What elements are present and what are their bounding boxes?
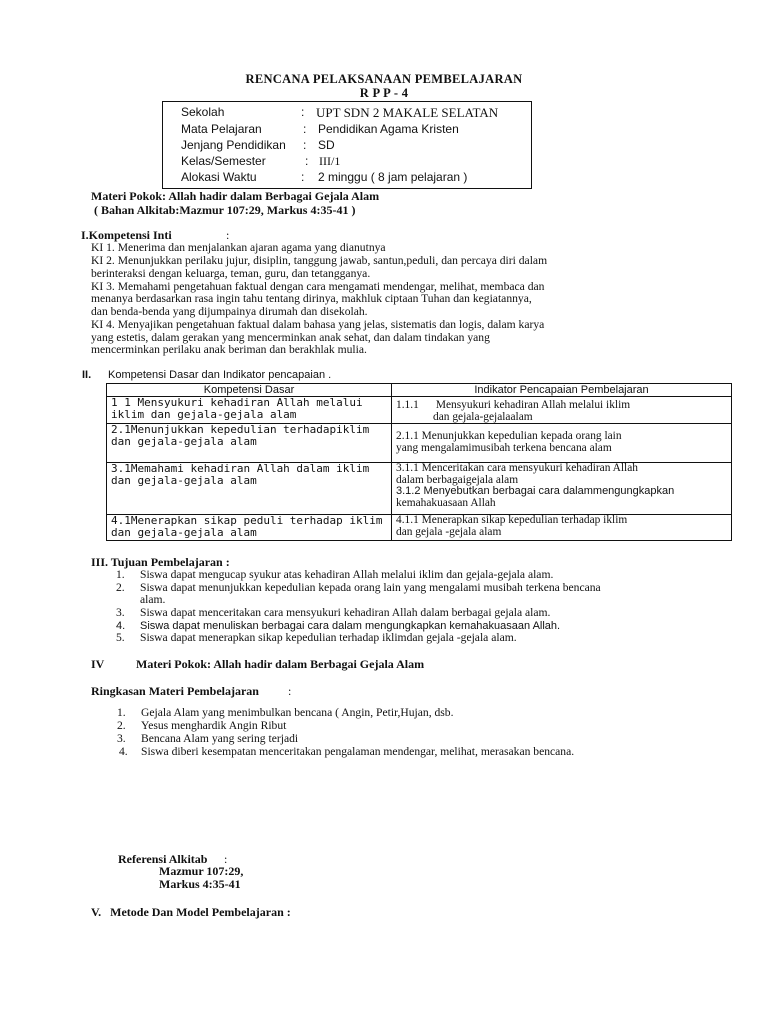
- document-subtitle: R P P - 4: [359, 86, 409, 100]
- table-row: [107, 397, 732, 424]
- indikator-line: dan gejala-gejalaalam: [396, 410, 533, 423]
- kd-number: II.: [82, 369, 92, 381]
- table-header-row: [107, 384, 732, 397]
- list-text: Siswa dapat menceritakan cara mensyukuri kehadiran Allah dalam berbagai gejala alam.: [140, 606, 551, 620]
- info-separator: :: [303, 122, 307, 136]
- metode-heading: V. Metode Dan Model Pembelajaran :: [91, 905, 291, 919]
- materi-iv-heading: Materi Pokok: Allah hadir dalam Berbagai Gejala Alam: [136, 657, 425, 671]
- list-number: 1.: [117, 706, 126, 719]
- referensi-colon: :: [224, 852, 228, 866]
- info-label: Kelas/Semester: [181, 154, 266, 168]
- indikator-line: kemahakuasaan Allah: [396, 496, 496, 509]
- info-separator: :: [301, 105, 305, 119]
- info-value: III/1: [319, 154, 341, 168]
- list-text: alam.: [140, 593, 166, 607]
- table-header-kd: Kompetensi Dasar: [107, 384, 392, 397]
- materi-pokok-bahan: ( Bahan Alkitab:Mazmur 107:29, Markus 4:35-41 ): [94, 203, 356, 217]
- list-number: 1.: [116, 568, 125, 581]
- table-row: [107, 463, 732, 515]
- list-text: Gejala Alam yang menimbulkan bencana ( Angin, Petir,Hujan, dsb.: [141, 706, 454, 719]
- indikator-line: 3.1.2 Menyebutkan berbagai cara dalammengungkapkan: [396, 485, 675, 497]
- info-label: Mata Pelajaran: [181, 122, 262, 136]
- kd-cell: 4.1Menerapkan sikap peduli terhadap iklim dan gejala-gejala alam: [107, 515, 392, 541]
- ki-line: KI 1. Menerima dan menjalankan ajaran agama yang dianutnya: [91, 241, 386, 254]
- kd-heading: Kompetensi Dasar dan Indikator pencapaian .: [108, 369, 332, 381]
- indikator-line: 1.1.1 Mensyukuri kehadiran Allah melalui iklim: [396, 399, 631, 411]
- info-label: Alokasi Waktu: [181, 170, 257, 184]
- kd-cell: 1 1 Mensyukuri kehadiran Allah melalui iklim dan gejala-gejala alam: [107, 397, 392, 424]
- list-text: Bencana Alam yang sering terjadi: [141, 732, 299, 745]
- indikator-line: 4.1.1 Menerapkan sikap kepedulian terhadap iklim: [396, 514, 628, 526]
- ki-line: berinteraksi dengan keluarga, teman, guru, dan tetangganya.: [91, 267, 371, 280]
- document-title: RENCANA PELAKSANAAN PEMBELAJARAN: [245, 72, 523, 86]
- info-value: 2 minggu ( 8 jam pelajaran ): [318, 170, 468, 184]
- list-number: 5.: [116, 631, 125, 645]
- indikator-cell: [392, 515, 732, 541]
- ringkasan-colon: :: [288, 684, 292, 698]
- info-value: Pendidikan Agama Kristen: [318, 122, 459, 136]
- indikator-line: dalam berbagaigejala alam: [396, 473, 519, 486]
- indikator-line: yang mengalamimusibah terkena bencana alam: [396, 441, 612, 454]
- list-number: 4.: [119, 745, 128, 758]
- list-text: Siswa dapat menunjukkan kepedulian kepada orang lain yang mengalami musibah terkena bencana: [140, 580, 601, 594]
- ki-heading: I.Kompetensi Inti: [81, 228, 172, 242]
- info-label: Jenjang Pendidikan: [181, 138, 286, 152]
- kd-cell: 3.1Memahami kehadiran Allah dalam iklim dan gejala-gejala alam: [107, 463, 392, 515]
- ki-line: dan benda-benda yang dijumpainya dirumah dan disekolah.: [91, 305, 368, 318]
- list-text: Siswa diberi kesempatan menceritakan pengalaman mendengar, melihat, merasakan bencana.: [141, 745, 575, 758]
- referensi-item: Markus 4:35-41: [159, 877, 241, 891]
- info-value: UPT SDN 2 MAKALE SELATAN: [316, 105, 499, 120]
- ki-line: KI 3. Memahami pengetahuan faktual dengan cara mengamati mendengar, melihat, membaca dan: [91, 280, 545, 293]
- ki-line: yang estetis, dalam gerakan yang mencerminkan anak sehat, dan dalam tindakan yang: [91, 331, 490, 344]
- school-info-box: [162, 101, 532, 189]
- list-text: Siswa dapat menuliskan berbagai cara dalam mengungkapkan kemahakuasaan Allah.: [140, 619, 561, 632]
- kd-table: [106, 383, 732, 541]
- indikator-line: dan gejala -gejala alam: [396, 525, 502, 538]
- materi-iv-number: IV: [91, 657, 105, 671]
- table-header-indikator: Indikator Pencapaian Pembelajaran: [392, 384, 732, 397]
- ringkasan-heading: Ringkasan Materi Pembelajaran: [91, 684, 259, 698]
- indikator-cell: [392, 424, 732, 463]
- ki-line: KI 4. Menyajikan pengetahuan faktual dalam bahasa yang jelas, sistematis dan logis, dalam karya: [91, 318, 545, 331]
- referensi-item: Mazmur 107:29,: [159, 864, 244, 878]
- list-text: Siswa dapat mengucap syukur atas kehadiran Allah melalui iklim dan gejala-gejala alam.: [140, 568, 554, 581]
- info-separator: :: [301, 170, 305, 184]
- indikator-cell: [392, 463, 732, 515]
- list-number: 3.: [117, 732, 126, 745]
- list-text: Siswa dapat menerapkan sikap kepedulian terhadap iklimdan gejala -gejala alam.: [140, 631, 517, 645]
- info-label: Sekolah: [181, 105, 225, 119]
- info-separator: :: [305, 154, 309, 168]
- table-row: [107, 515, 732, 541]
- list-number: 4.: [116, 619, 126, 632]
- materi-pokok-title: Materi Pokok: Allah hadir dalam Berbagai Gejala Alam: [91, 189, 380, 203]
- indikator-line: 3.1.1 Menceritakan cara mensyukuri kehadiran Allah: [396, 462, 638, 474]
- ki-line: menanya berdasarkan rasa ingin tahu tentang dirinya, makhluk ciptaan Tuhan dan kegiatannya,: [91, 292, 532, 305]
- list-number: 2.: [116, 580, 125, 594]
- ki-colon: :: [226, 228, 230, 242]
- indikator-cell: [392, 397, 732, 424]
- indikator-line: 2.1.1 Menunjukkan kepedulian kepada orang lain: [396, 430, 622, 442]
- list-number: 3.: [116, 606, 125, 620]
- info-separator: :: [303, 138, 307, 152]
- table-row: [107, 424, 732, 463]
- referensi-heading: Referensi Alkitab: [118, 852, 208, 866]
- ki-line: mencerminkan perilaku anak beriman dan berakhlak mulia.: [91, 343, 367, 356]
- info-value: SD: [318, 138, 335, 152]
- list-text: Yesus menghardik Angin Ribut: [141, 719, 287, 732]
- list-number: 2.: [117, 719, 126, 732]
- ki-line: KI 2. Menunjukkan perilaku jujur, disiplin, tanggung jawab, santun,peduli, dan percaya diri dalam: [91, 254, 548, 267]
- kd-cell: 2.1Menunjukkan kepedulian terhadapiklim dan gejala-gejala alam: [107, 424, 392, 463]
- tujuan-heading: III. Tujuan Pembelajaran :: [91, 555, 230, 569]
